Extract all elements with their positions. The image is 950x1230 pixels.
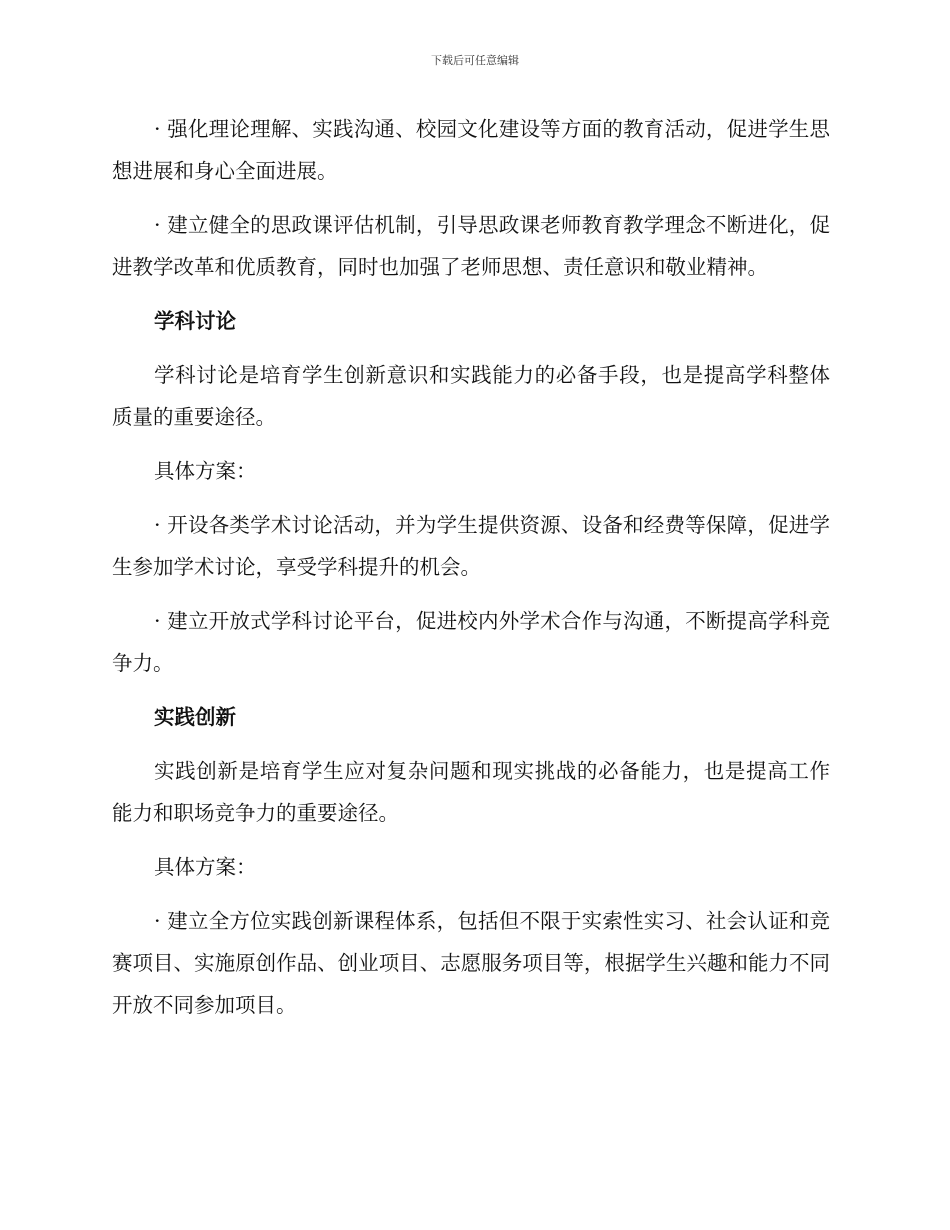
paragraph-label: 具体方案： xyxy=(154,855,257,879)
paragraph-label: 具体方案： xyxy=(154,459,257,483)
document-body xyxy=(112,108,830,1038)
page-header: 下载后可任意编辑 xyxy=(431,54,519,67)
paragraph-bullet: · 强化理论理解、实践沟通、校园文化建设等方面的教育活动，促进学生思想进展和身心全面进展。 xyxy=(112,117,830,183)
paragraph-bullet: · 建立健全的思政课评估机制，引导思政课老师教育教学理念不断进化，促进教学改革和优质教育，同时也加强了老师思想、责任意识和敬业精神。 xyxy=(112,213,830,279)
paragraph-intro: 实践创新是培育学生应对复杂问题和现实挑战的必备能力，也是提高工作能力和职场竞争力的重要途径。 xyxy=(112,759,830,825)
paragraph-bullet: · 建立开放式学科讨论平台，促进校内外学术合作与沟通，不断提高学科竞争力。 xyxy=(112,609,830,675)
section-heading: 学科讨论 xyxy=(154,309,236,333)
paragraph-intro: 学科讨论是培育学生创新意识和实践能力的必备手段，也是提高学科整体质量的重要途径。 xyxy=(112,363,830,429)
paragraph-bullet: · 开设各类学术讨论活动，并为学生提供资源、设备和经费等保障，促进学生参加学术讨论，享受学科提升的机会。 xyxy=(112,513,830,579)
paragraph-bullet: · 建立全方位实践创新课程体系，包括但不限于实索性实习、社会认证和竞赛项目、实施原创作品、创业项目、志愿服务项目等，根据学生兴趣和能力不同开放不同参加项目。 xyxy=(112,909,830,1017)
section-heading: 实践创新 xyxy=(154,705,236,729)
